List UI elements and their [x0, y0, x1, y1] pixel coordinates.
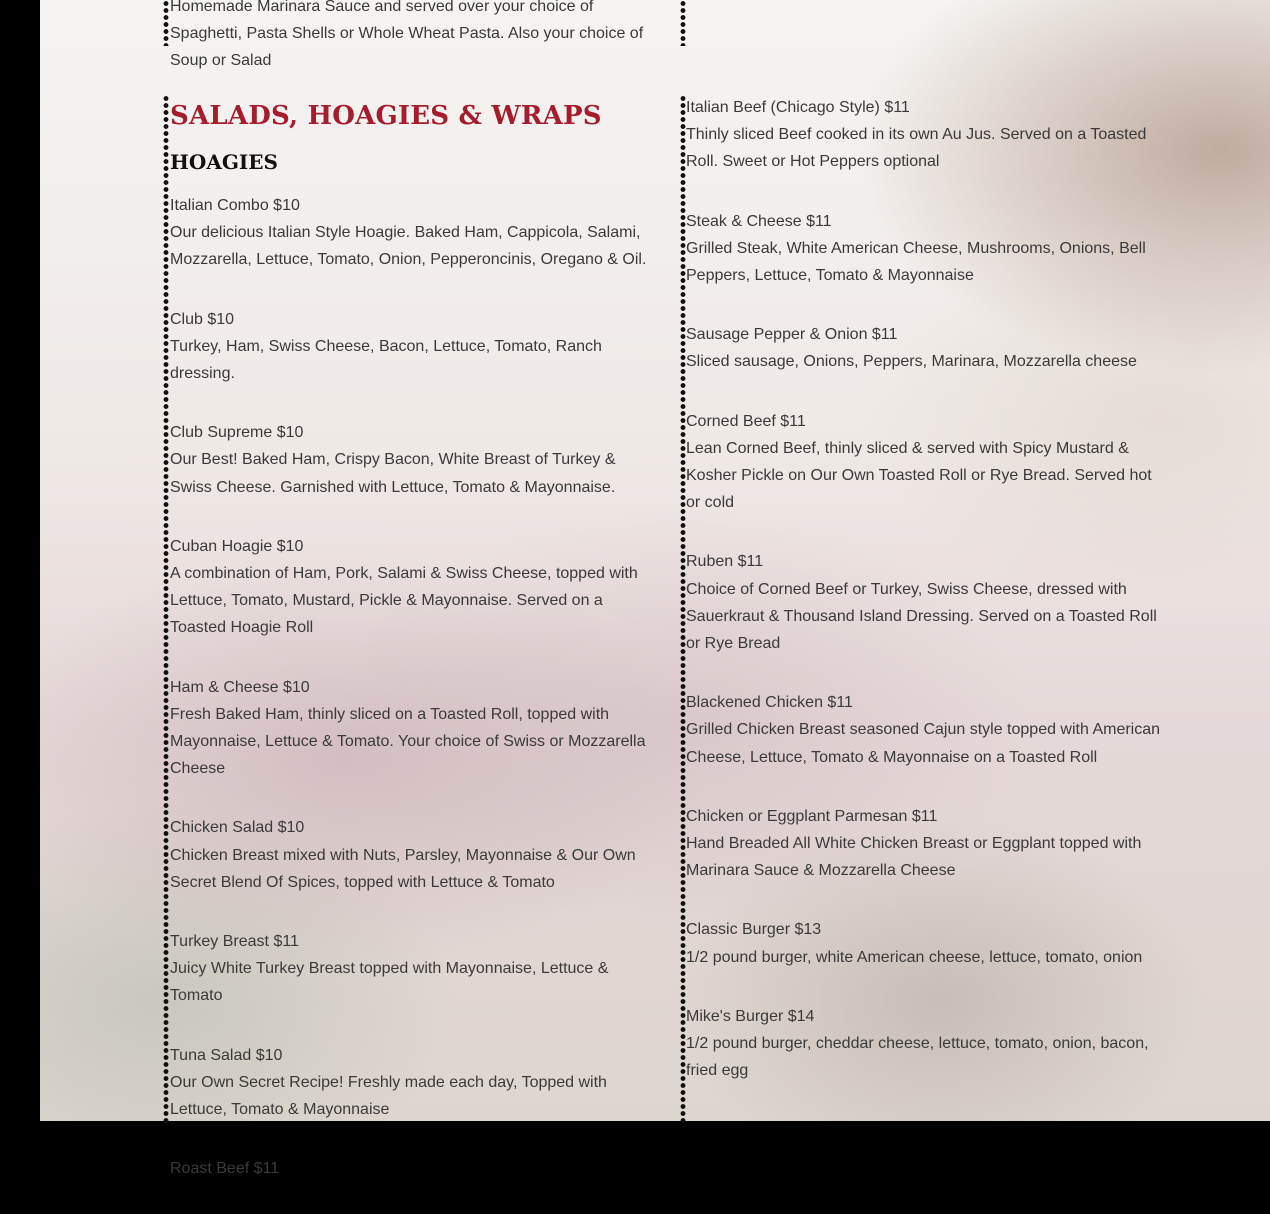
menu-item-name: Club $10	[170, 310, 235, 328]
menu-item-description: Grilled Chicken Breast seasoned Cajun style topped with American Cheese, Lettuce, Tomato & Mayonnaise on a Toasted Roll	[686, 721, 1161, 766]
previous-item-desc-text: Homemade Marinara Sauce and served over your choice of Spaghetti, Pasta Shells or Whole Wheat Pasta. Also your choice of Soup or Salad	[170, 0, 644, 70]
menu-item-description: 1/2 pound burger, white American cheese, lettuce, tomato, onion	[686, 948, 1143, 966]
dotted-divider-top-left	[163, 0, 169, 46]
menu-item-name: Sausage Pepper & Onion $11	[686, 326, 898, 344]
menu-item	[170, 192, 648, 274]
menu-item	[170, 533, 648, 642]
menu-item-name: Mike's Burger $14	[686, 1007, 815, 1025]
menu-item-description: Chicken Breast mixed with Nuts, Parsley, Mayonnaise & Our Own Secret Blend Of Spices, topped with Lettuce & Tomato	[170, 846, 636, 891]
menu-item-description: Our Best! Baked Ham, Crispy Bacon, White Breast of Turkey & Swiss Cheese. Garnished with Lettuce, Tomato & Mayonnaise.	[170, 451, 616, 496]
subsection-title: HOAGIES	[170, 150, 278, 174]
menu-item	[686, 321, 1164, 375]
menu-item	[686, 689, 1164, 771]
menu-item-name: Italian Combo $10	[170, 197, 300, 214]
menu-item	[170, 1155, 648, 1182]
menu-item-name: Tuna Salad $10	[170, 1046, 283, 1064]
menu-item	[686, 548, 1164, 657]
menu-item	[170, 419, 648, 501]
menu-item-name: Cuban Hoagie $10	[170, 537, 304, 555]
dotted-divider-top-right	[680, 0, 686, 46]
menu-item-description: Fresh Baked Ham, thinly sliced on a Toasted Roll, topped with Mayonnaise, Lettuce & Tomato. Your choice of Swiss or Mozzarella Cheese	[170, 705, 646, 778]
menu-item-name: Roast Beef $11	[170, 1160, 280, 1178]
menu-item-name: Chicken Salad $10	[170, 819, 305, 837]
menu-column-left	[170, 98, 648, 1214]
menu-item	[686, 803, 1164, 885]
menu-item-name: Italian Beef (Chicago Style) $11	[686, 99, 910, 116]
menu-item	[686, 916, 1164, 970]
dotted-divider-left	[163, 95, 169, 1125]
menu-page	[40, 0, 1270, 1178]
menu-item	[170, 928, 648, 1010]
menu-item-description: 1/2 pound burger, cheddar cheese, lettuce, tomato, onion, bacon, fried egg	[686, 1035, 1149, 1080]
menu-item-name: Blackened Chicken $11	[686, 694, 853, 712]
menu-item-name: Classic Burger $13	[686, 921, 822, 939]
menu-item-description: Thinly sliced Beef cooked in its own Au Jus. Served on a Toasted Roll. Sweet or Hot Peppers optional	[686, 126, 1147, 171]
menu-column-right	[686, 94, 1164, 1116]
menu-item	[686, 208, 1164, 290]
menu-item	[170, 1042, 648, 1124]
section-title: SALADS, HOAGIES & WRAPS	[170, 101, 602, 131]
menu-item-name: Club Supreme $10	[170, 424, 304, 442]
menu-item-description: Our Own Secret Recipe! Freshly made each day, Topped with Lettuce, Tomato & Mayonnaise	[170, 1073, 607, 1119]
menu-item-description: Choice of Corned Beef or Turkey, Swiss Cheese, dressed with Sauerkraut & Thousand Island Dressing. Served on a Toasted Roll or Rye Bread	[686, 580, 1157, 653]
previous-item-description	[170, 0, 650, 75]
menu-item-description: Juicy White Turkey Breast topped with Mayonnaise, Lettuce & Tomato	[170, 960, 609, 1005]
menu-item	[686, 94, 1164, 176]
left-black-bar	[0, 0, 40, 1121]
menu-item-name: Ruben $11	[686, 553, 764, 571]
menu-item-description: Grilled Steak, White American Cheese, Mushrooms, Onions, Bell Peppers, Lettuce, Tomato & Mayonnaise	[686, 239, 1146, 285]
menu-item-name: Chicken or Eggplant Parmesan $11	[686, 807, 938, 825]
menu-item-description: Hand Breaded All White Chicken Breast or Eggplant topped with Marinara Sauce & Mozzarella Cheese	[686, 835, 1142, 880]
menu-item-name: Steak & Cheese $11	[686, 212, 832, 230]
menu-item	[170, 814, 648, 896]
menu-item-description: Turkey, Ham, Swiss Cheese, Bacon, Lettuce, Tomato, Ranch dressing.	[170, 337, 602, 383]
menu-item	[686, 1003, 1164, 1085]
menu-item-name: Corned Beef $11	[686, 412, 806, 430]
menu-item	[686, 408, 1164, 517]
menu-item-description: A combination of Ham, Pork, Salami & Swiss Cheese, topped with Lettuce, Tomato, Mustard, Pickle & Mayonnaise. Served on a Toasted Hoagie Roll	[170, 565, 638, 637]
menu-item-name: Ham & Cheese $10	[170, 678, 310, 696]
menu-item-description: Sliced sausage, Onions, Peppers, Marinara, Mozzarella cheese	[686, 353, 1137, 371]
menu-item-name: Turkey Breast $11	[170, 933, 299, 951]
menu-item	[170, 306, 648, 388]
menu-item	[170, 674, 648, 783]
menu-item-description: Our delicious Italian Style Hoagie. Baked Ham, Cappicola, Salami, Mozzarella, Lettuce, Tomato, Onion, Pepperoncinis, Oregano & Oil.	[170, 224, 647, 269]
menu-item-description: Lean Corned Beef, thinly sliced & served with Spicy Mustard & Kosher Pickle on Our Own Toasted Roll or Rye Bread. Served hot or cold	[686, 439, 1152, 512]
